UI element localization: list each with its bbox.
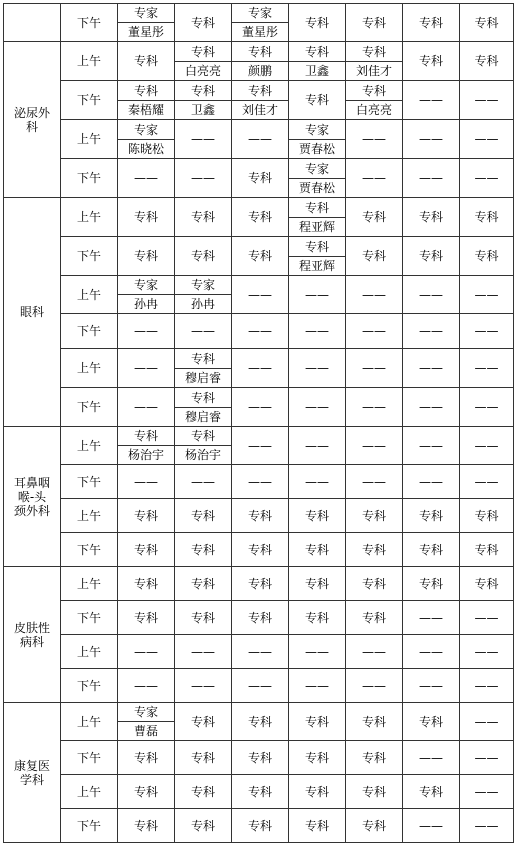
schedule-cell: —— bbox=[232, 349, 289, 388]
table-row bbox=[4, 775, 514, 809]
schedule-cell: —— bbox=[346, 276, 403, 314]
schedule-cell: 专科 bbox=[403, 198, 460, 237]
schedule-cell: 专科 bbox=[232, 809, 289, 843]
doctor-name-label: 颜鹏 bbox=[247, 63, 272, 78]
department-label: 康复医学科 bbox=[13, 758, 50, 787]
schedule-cell: —— bbox=[232, 120, 289, 159]
schedule-cell bbox=[118, 4, 175, 42]
schedule-cell: —— bbox=[118, 159, 175, 198]
department-label: 泌尿外科 bbox=[13, 105, 50, 134]
doctor-name-label: 杨治宇 bbox=[127, 448, 164, 462]
period-cell: 下午 bbox=[61, 388, 118, 427]
schedule-cell: 专科 bbox=[289, 775, 346, 809]
schedule-cell: —— bbox=[175, 120, 232, 159]
schedule-cell: 专科 bbox=[118, 775, 175, 809]
schedule-cell: 专科 bbox=[118, 809, 175, 843]
schedule-cell: —— bbox=[460, 81, 514, 120]
period-cell: 上午 bbox=[61, 427, 118, 465]
schedule-cell: 专科 bbox=[118, 237, 175, 276]
period-cell: 上午 bbox=[61, 42, 118, 81]
schedule-cell: —— bbox=[403, 635, 460, 669]
table-row bbox=[4, 4, 514, 42]
table-row bbox=[4, 81, 514, 120]
schedule-cell: —— bbox=[118, 669, 175, 703]
schedule-cell: —— bbox=[232, 669, 289, 703]
schedule-cell: 专科 bbox=[232, 533, 289, 567]
schedule-cell: —— bbox=[460, 159, 514, 198]
schedule-cell bbox=[175, 349, 232, 388]
schedule-cell: —— bbox=[460, 276, 514, 314]
department-cell bbox=[4, 198, 61, 427]
schedule-cell bbox=[232, 4, 289, 42]
table-row bbox=[4, 42, 514, 81]
schedule-cell: —— bbox=[346, 427, 403, 465]
schedule-cell: 专科 bbox=[118, 198, 175, 237]
clinic-type-label: 专科 bbox=[346, 82, 402, 101]
table-row bbox=[4, 741, 514, 775]
period-cell: 下午 bbox=[61, 4, 118, 42]
schedule-cell: 专科 bbox=[403, 703, 460, 741]
period-cell: 下午 bbox=[61, 81, 118, 120]
period-cell: 下午 bbox=[61, 601, 118, 635]
schedule-cell bbox=[232, 81, 289, 120]
schedule-cell: —— bbox=[289, 388, 346, 427]
schedule-cell: 专科 bbox=[403, 499, 460, 533]
schedule-cell: —— bbox=[403, 159, 460, 198]
schedule-cell: 专科 bbox=[403, 775, 460, 809]
clinic-type-label: 专家 bbox=[232, 4, 288, 23]
doctor-name-label: 白亮亮 bbox=[355, 102, 392, 117]
table-row bbox=[4, 669, 514, 703]
schedule-cell: 专科 bbox=[289, 81, 346, 120]
schedule-cell: —— bbox=[175, 314, 232, 349]
schedule-cell: —— bbox=[460, 314, 514, 349]
schedule-cell: 专科 bbox=[403, 237, 460, 276]
schedule-cell: —— bbox=[460, 427, 514, 465]
schedule-cell bbox=[175, 427, 232, 465]
period-cell: 上午 bbox=[61, 499, 118, 533]
schedule-cell: 专科 bbox=[289, 601, 346, 635]
period-cell: 下午 bbox=[61, 465, 118, 499]
table-row bbox=[4, 120, 514, 159]
clinic-type-label: 专科 bbox=[175, 389, 231, 408]
schedule-cell: 专科 bbox=[403, 42, 460, 81]
schedule-cell: —— bbox=[118, 635, 175, 669]
department-label: 眼科 bbox=[19, 305, 44, 319]
schedule-cell: —— bbox=[460, 349, 514, 388]
schedule-cell bbox=[118, 703, 175, 741]
doctor-name-label: 杨治宇 bbox=[184, 448, 221, 462]
schedule-cell: —— bbox=[460, 120, 514, 159]
clinic-type-label: 专家 bbox=[289, 121, 345, 140]
schedule-cell bbox=[289, 42, 346, 81]
period-cell: 上午 bbox=[61, 276, 118, 314]
schedule-cell: —— bbox=[403, 741, 460, 775]
doctor-name-label: 曹磊 bbox=[133, 724, 158, 738]
schedule-cell: —— bbox=[460, 669, 514, 703]
schedule-cell bbox=[289, 198, 346, 237]
schedule-cell: —— bbox=[460, 809, 514, 843]
schedule-cell: 专科 bbox=[289, 703, 346, 741]
schedule-cell: —— bbox=[232, 276, 289, 314]
schedule-cell: —— bbox=[232, 427, 289, 465]
period-cell: 下午 bbox=[61, 237, 118, 276]
clinic-type-label: 专科 bbox=[232, 82, 288, 101]
period-cell: 上午 bbox=[61, 349, 118, 388]
schedule-cell: —— bbox=[460, 741, 514, 775]
table-row bbox=[4, 237, 514, 276]
schedule-cell: 专科 bbox=[289, 567, 346, 601]
schedule-cell: 专科 bbox=[346, 775, 403, 809]
doctor-name-label: 刘佳才 bbox=[241, 102, 278, 117]
table-row bbox=[4, 703, 514, 741]
schedule-cell: —— bbox=[403, 601, 460, 635]
doctor-name-label: 卫鑫 bbox=[190, 102, 215, 117]
schedule-cell: 专科 bbox=[460, 42, 514, 81]
clinic-type-label: 专家 bbox=[118, 121, 174, 140]
period-cell: 上午 bbox=[61, 703, 118, 741]
schedule-cell: —— bbox=[460, 703, 514, 741]
schedule-cell: —— bbox=[346, 349, 403, 388]
schedule-cell: 专科 bbox=[232, 499, 289, 533]
schedule-cell bbox=[118, 81, 175, 120]
table-row bbox=[4, 533, 514, 567]
schedule-cell: 专科 bbox=[460, 499, 514, 533]
schedule-cell: 专科 bbox=[346, 4, 403, 42]
period-cell: 上午 bbox=[61, 567, 118, 601]
period-cell: 下午 bbox=[61, 314, 118, 349]
table-row bbox=[4, 601, 514, 635]
clinic-type-label: 专科 bbox=[118, 427, 174, 446]
department-label: 皮肤性病科 bbox=[13, 620, 50, 649]
schedule-cell: 专科 bbox=[118, 601, 175, 635]
schedule-cell: —— bbox=[460, 635, 514, 669]
schedule-cell bbox=[175, 81, 232, 120]
schedule-cell: 专科 bbox=[118, 499, 175, 533]
schedule-cell: 专科 bbox=[232, 567, 289, 601]
doctor-name-label: 穆启睿 bbox=[184, 409, 221, 424]
department-cell bbox=[4, 427, 61, 567]
clinic-type-label: 专科 bbox=[289, 238, 345, 257]
schedule-cell: —— bbox=[118, 465, 175, 499]
doctor-name-label: 董星彤 bbox=[127, 25, 164, 39]
schedule-cell: 专科 bbox=[460, 4, 514, 42]
doctor-name-label: 贾春松 bbox=[298, 180, 335, 195]
schedule-cell: —— bbox=[346, 635, 403, 669]
schedule-cell: 专科 bbox=[346, 237, 403, 276]
schedule-cell bbox=[118, 427, 175, 465]
schedule-cell: —— bbox=[403, 276, 460, 314]
doctor-name-label: 孙冉 bbox=[190, 297, 215, 311]
schedule-cell: 专科 bbox=[118, 741, 175, 775]
schedule-cell: —— bbox=[403, 81, 460, 120]
schedule-cell: —— bbox=[403, 349, 460, 388]
doctor-name-label: 贾春松 bbox=[298, 141, 335, 156]
schedule-cell bbox=[289, 159, 346, 198]
schedule-cell: 专科 bbox=[460, 567, 514, 601]
doctor-name-label: 卫鑫 bbox=[304, 63, 329, 78]
schedule-cell: 专科 bbox=[175, 775, 232, 809]
clinic-type-label: 专科 bbox=[175, 43, 231, 62]
table-row bbox=[4, 635, 514, 669]
schedule-cell: 专科 bbox=[232, 237, 289, 276]
clinic-type-label: 专家 bbox=[118, 703, 174, 722]
period-cell: 下午 bbox=[61, 741, 118, 775]
table-row bbox=[4, 465, 514, 499]
schedule-cell bbox=[175, 42, 232, 81]
department-cell bbox=[4, 567, 61, 703]
schedule-cell: —— bbox=[346, 159, 403, 198]
schedule-cell: 专科 bbox=[118, 567, 175, 601]
schedule-cell: 专科 bbox=[232, 775, 289, 809]
schedule-cell: —— bbox=[175, 635, 232, 669]
doctor-name-label: 董星彤 bbox=[241, 25, 278, 39]
clinic-type-label: 专科 bbox=[175, 82, 231, 101]
clinic-type-label: 专科 bbox=[175, 350, 231, 369]
table-row bbox=[4, 567, 514, 601]
clinic-type-label: 专家 bbox=[118, 276, 174, 295]
period-cell: 上午 bbox=[61, 775, 118, 809]
schedule-cell: 专科 bbox=[118, 533, 175, 567]
clinic-type-label: 专科 bbox=[232, 43, 288, 62]
department-cell bbox=[4, 703, 61, 843]
schedule-cell: —— bbox=[346, 465, 403, 499]
schedule-cell: 专科 bbox=[460, 198, 514, 237]
schedule-cell: 专科 bbox=[175, 601, 232, 635]
schedule-cell: —— bbox=[118, 349, 175, 388]
schedule-cell: —— bbox=[118, 388, 175, 427]
schedule-cell: 专科 bbox=[460, 533, 514, 567]
doctor-name-label: 刘佳才 bbox=[355, 63, 392, 78]
schedule-cell: —— bbox=[346, 388, 403, 427]
schedule-cell: —— bbox=[175, 465, 232, 499]
schedule-cell: —— bbox=[289, 349, 346, 388]
table-row bbox=[4, 388, 514, 427]
table-row bbox=[4, 198, 514, 237]
period-cell: 下午 bbox=[61, 533, 118, 567]
department-cell bbox=[4, 42, 61, 198]
schedule-cell bbox=[175, 388, 232, 427]
schedule-cell bbox=[289, 237, 346, 276]
schedule-cell: 专科 bbox=[289, 741, 346, 775]
doctor-name-label: 穆启睿 bbox=[184, 370, 221, 385]
schedule-cell: 专科 bbox=[289, 4, 346, 42]
schedule-cell: —— bbox=[403, 465, 460, 499]
schedule-cell bbox=[289, 120, 346, 159]
schedule-cell: 专科 bbox=[403, 567, 460, 601]
clinic-type-label: 专家 bbox=[289, 160, 345, 179]
clinic-type-label: 专科 bbox=[118, 82, 174, 101]
schedule-cell: —— bbox=[346, 314, 403, 349]
schedule-cell: —— bbox=[289, 669, 346, 703]
table-row bbox=[4, 427, 514, 465]
schedule-cell: —— bbox=[346, 669, 403, 703]
schedule-cell: —— bbox=[289, 276, 346, 314]
department-label: 耳鼻咽喉-头颈外科 bbox=[13, 475, 50, 518]
schedule-cell: 专科 bbox=[232, 703, 289, 741]
clinic-type-label: 专科 bbox=[289, 199, 345, 218]
schedule-cell: 专科 bbox=[175, 4, 232, 42]
schedule-cell: —— bbox=[175, 159, 232, 198]
schedule-cell: —— bbox=[289, 465, 346, 499]
schedule-cell: 专科 bbox=[175, 533, 232, 567]
doctor-name-label: 陈晓松 bbox=[127, 141, 164, 156]
schedule-cell: —— bbox=[232, 465, 289, 499]
clinic-schedule-table bbox=[3, 3, 514, 843]
schedule-cell bbox=[346, 42, 403, 81]
clinic-type-label: 专家 bbox=[118, 4, 174, 23]
schedule-cell: 专科 bbox=[232, 198, 289, 237]
clinic-type-label: 专科 bbox=[289, 43, 345, 62]
schedule-cell: 专科 bbox=[175, 741, 232, 775]
period-cell: 上午 bbox=[61, 635, 118, 669]
schedule-cell bbox=[346, 81, 403, 120]
schedule-cell: 专科 bbox=[289, 533, 346, 567]
table-row bbox=[4, 314, 514, 349]
schedule-cell: —— bbox=[175, 669, 232, 703]
schedule-cell: 专科 bbox=[232, 601, 289, 635]
schedule-cell: 专科 bbox=[118, 42, 175, 81]
schedule-cell: —— bbox=[460, 601, 514, 635]
table-row bbox=[4, 276, 514, 314]
schedule-cell: 专科 bbox=[175, 703, 232, 741]
schedule-cell: 专科 bbox=[346, 601, 403, 635]
schedule-cell: 专科 bbox=[175, 809, 232, 843]
clinic-type-label: 专科 bbox=[175, 427, 231, 446]
schedule-cell: —— bbox=[289, 427, 346, 465]
schedule-cell: 专科 bbox=[175, 567, 232, 601]
schedule-cell: —— bbox=[403, 809, 460, 843]
schedule-cell: 专科 bbox=[346, 703, 403, 741]
period-cell: 上午 bbox=[61, 198, 118, 237]
schedule-cell: 专科 bbox=[460, 237, 514, 276]
schedule-cell: —— bbox=[403, 120, 460, 159]
period-cell: 下午 bbox=[61, 809, 118, 843]
schedule-cell: —— bbox=[232, 635, 289, 669]
schedule-cell: 专科 bbox=[232, 159, 289, 198]
schedule-cell: 专科 bbox=[232, 741, 289, 775]
schedule-cell: —— bbox=[460, 775, 514, 809]
schedule-cell: 专科 bbox=[175, 499, 232, 533]
schedule-cell: 专科 bbox=[175, 198, 232, 237]
table-row bbox=[4, 809, 514, 843]
schedule-cell bbox=[118, 276, 175, 314]
schedule-cell bbox=[118, 120, 175, 159]
schedule-cell: —— bbox=[403, 669, 460, 703]
schedule-cell: 专科 bbox=[289, 499, 346, 533]
schedule-cell: 专科 bbox=[403, 4, 460, 42]
schedule-cell: 专科 bbox=[346, 567, 403, 601]
schedule-cell: —— bbox=[346, 120, 403, 159]
schedule-cell: 专科 bbox=[175, 237, 232, 276]
table-row bbox=[4, 349, 514, 388]
schedule-cell: —— bbox=[460, 465, 514, 499]
period-cell: 下午 bbox=[61, 159, 118, 198]
department-cell bbox=[4, 4, 61, 42]
clinic-type-label: 专家 bbox=[175, 276, 231, 295]
schedule-cell: —— bbox=[289, 314, 346, 349]
schedule-cell: 专科 bbox=[403, 533, 460, 567]
schedule-cell: 专科 bbox=[346, 741, 403, 775]
schedule-cell: —— bbox=[403, 388, 460, 427]
schedule-cell: 专科 bbox=[346, 809, 403, 843]
table-row bbox=[4, 159, 514, 198]
schedule-cell: 专科 bbox=[346, 198, 403, 237]
clinic-type-label: 专科 bbox=[346, 43, 402, 62]
schedule-cell bbox=[232, 42, 289, 81]
doctor-name-label: 程亚辉 bbox=[298, 219, 335, 234]
doctor-name-label: 孙冉 bbox=[133, 297, 158, 311]
doctor-name-label: 秦梧耀 bbox=[127, 102, 164, 117]
schedule-cell: —— bbox=[460, 388, 514, 427]
period-cell: 上午 bbox=[61, 120, 118, 159]
schedule-cell: —— bbox=[118, 314, 175, 349]
table-row bbox=[4, 499, 514, 533]
doctor-name-label: 白亮亮 bbox=[184, 63, 221, 78]
period-cell: 下午 bbox=[61, 669, 118, 703]
schedule-body bbox=[4, 4, 514, 843]
schedule-cell: 专科 bbox=[346, 533, 403, 567]
schedule-cell: 专科 bbox=[289, 809, 346, 843]
schedule-cell: —— bbox=[232, 314, 289, 349]
doctor-name-label: 程亚辉 bbox=[298, 258, 335, 273]
schedule-cell: —— bbox=[403, 314, 460, 349]
schedule-cell bbox=[175, 276, 232, 314]
schedule-cell: —— bbox=[232, 388, 289, 427]
schedule-cell: —— bbox=[289, 635, 346, 669]
schedule-cell: 专科 bbox=[346, 499, 403, 533]
schedule-cell: —— bbox=[403, 427, 460, 465]
